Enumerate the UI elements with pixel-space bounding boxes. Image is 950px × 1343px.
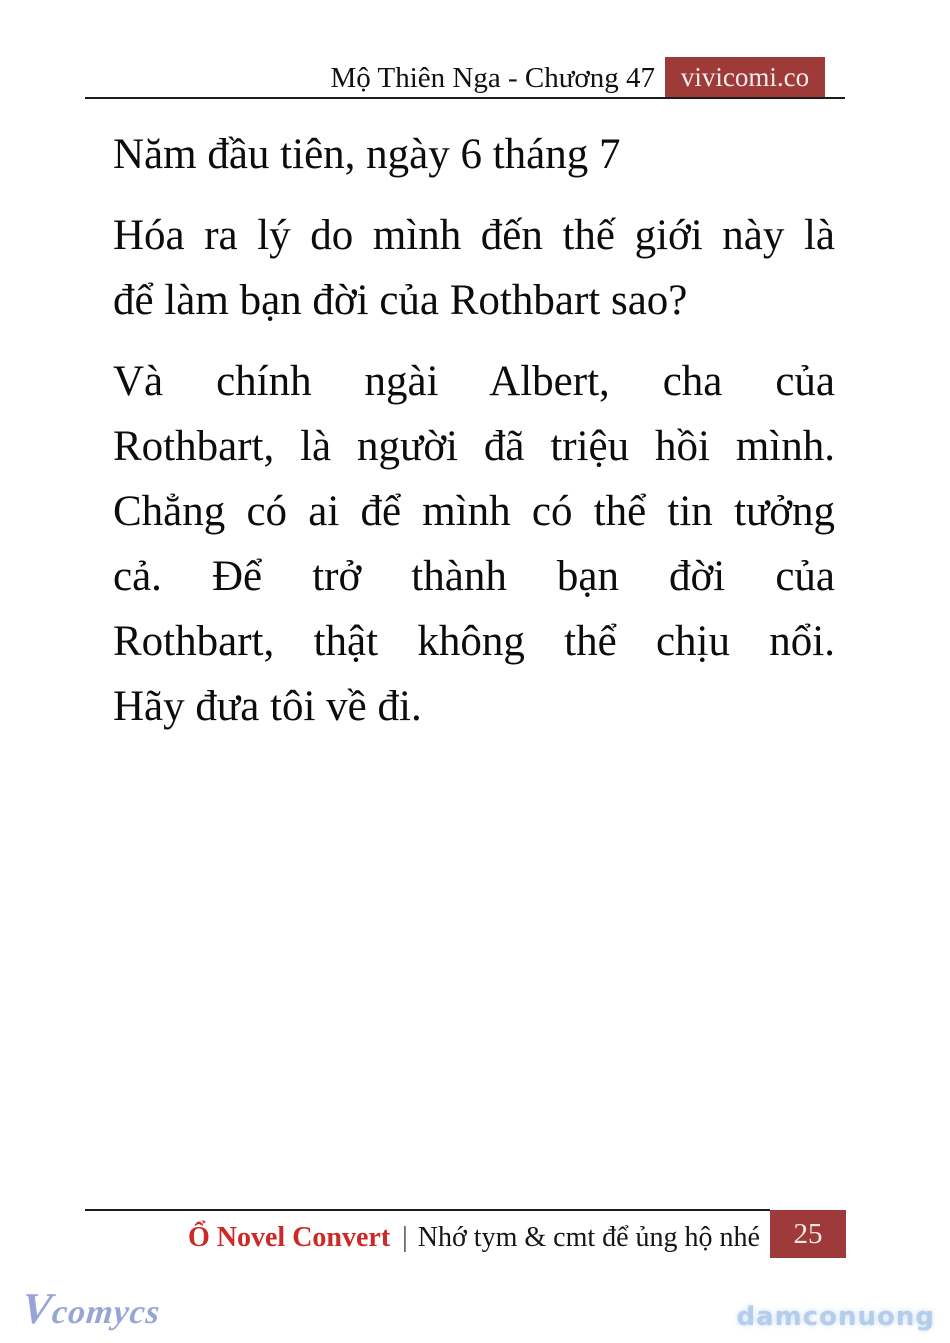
body-text [113, 122, 835, 755]
paragraph [113, 203, 835, 333]
footer-divider [85, 1209, 770, 1211]
converter-brand: Ổ Novel Convert [187, 1222, 391, 1253]
paragraph [113, 122, 835, 187]
footer-credit [188, 1218, 760, 1258]
vcomycs-logo [19, 1286, 163, 1336]
vcomycs-logo-initial: V [19, 1284, 56, 1333]
text-line: Rothbart, thật không thể chịu nổi. [113, 618, 835, 665]
damconuong-watermark: damconuong [736, 1302, 935, 1332]
page-number: 25 [770, 1210, 846, 1258]
site-badge: vivicomi.co [665, 57, 825, 97]
footer-note: Nhớ tym & cmt để ủng hộ nhé [417, 1222, 760, 1253]
text-line: để làm bạn đời của Rothbart sao? [113, 277, 688, 324]
text-line: Và chính ngài Albert, cha của [113, 358, 835, 405]
footer-separator: | [402, 1222, 408, 1253]
text-line: cả. Để trở thành bạn đời của [113, 553, 835, 600]
text-line: Hãy đưa tôi về đi. [113, 683, 422, 730]
text-line: Chẳng có ai để mình có thể tin tưởng [113, 488, 835, 535]
text-line: Rothbart, là người đã triệu hồi mình. [113, 423, 835, 470]
text-line: Năm đầu tiên, ngày 6 tháng 7 [113, 131, 621, 178]
chapter-title: Mộ Thiên Nga - Chương 47 [330, 62, 655, 94]
header-divider [85, 97, 845, 99]
paragraph [113, 349, 835, 739]
vcomycs-logo-rest: comycs [50, 1294, 163, 1331]
text-line: Hóa ra lý do mình đến thế giới này là [113, 212, 835, 259]
